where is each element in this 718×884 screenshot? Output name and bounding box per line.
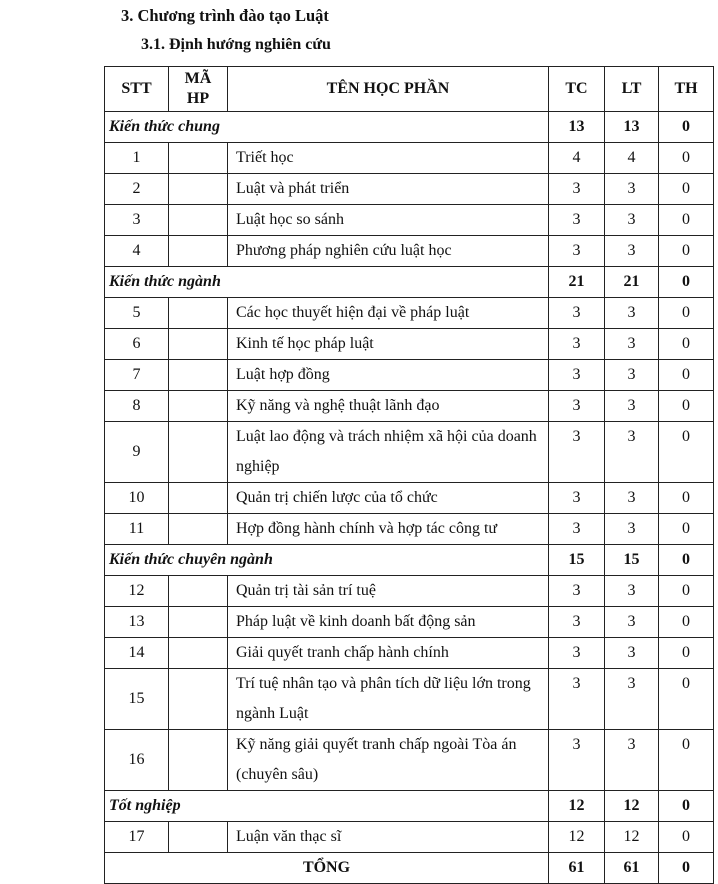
row-code [169,205,228,236]
row-code [169,576,228,607]
row-name: Luật hợp đồng [228,360,549,391]
row-code [169,730,228,791]
table-row [105,638,714,669]
group-tc: 13 [549,112,605,143]
row-tc: 3 [549,607,605,638]
group-th: 0 [659,112,714,143]
curriculum-table [104,66,714,884]
row-lt: 3 [605,669,659,730]
group-row [105,267,714,298]
row-name: Kỹ năng và nghệ thuật lãnh đạo [228,391,549,422]
row-code [169,822,228,853]
row-stt: 2 [105,174,169,205]
row-lt: 3 [605,236,659,267]
row-code [169,391,228,422]
row-th: 0 [659,391,714,422]
row-tc: 3 [549,730,605,791]
row-lt: 12 [605,822,659,853]
total-label: TỔNG [105,853,549,884]
col-header-lt: LT [605,67,659,112]
col-header-th: TH [659,67,714,112]
total-row [105,853,714,884]
row-th: 0 [659,607,714,638]
row-tc: 3 [549,174,605,205]
row-stt: 11 [105,514,169,545]
row-stt: 12 [105,576,169,607]
row-lt: 3 [605,576,659,607]
row-tc: 3 [549,422,605,483]
col-header-code-line2: HP [186,90,210,107]
table-row [105,483,714,514]
row-tc: 3 [549,514,605,545]
total-th: 0 [659,853,714,884]
group-lt: 12 [605,791,659,822]
row-tc: 3 [549,483,605,514]
row-code [169,174,228,205]
table-row [105,329,714,360]
row-tc: 3 [549,236,605,267]
row-th: 0 [659,422,714,483]
row-th: 0 [659,329,714,360]
row-th: 0 [659,236,714,267]
row-stt: 1 [105,143,169,174]
row-th: 0 [659,822,714,853]
row-tc: 3 [549,669,605,730]
row-th: 0 [659,483,714,514]
row-th: 0 [659,576,714,607]
row-stt: 6 [105,329,169,360]
table-row [105,422,714,483]
col-header-code [169,67,228,112]
total-tc: 61 [549,853,605,884]
col-header-name: TÊN HỌC PHẦN [228,67,549,112]
total-lt: 61 [605,853,659,884]
group-tc: 21 [549,267,605,298]
col-header-tc: TC [549,67,605,112]
row-lt: 3 [605,205,659,236]
row-th: 0 [659,205,714,236]
row-name: Kinh tế học pháp luật [228,329,549,360]
row-name: Pháp luật về kinh doanh bất động sản [228,607,549,638]
row-th: 0 [659,730,714,791]
row-name: Luận văn thạc sĩ [228,822,549,853]
table-row [105,174,714,205]
table-row [105,391,714,422]
group-th: 0 [659,267,714,298]
row-stt: 5 [105,298,169,329]
row-name: Luật lao động và trách nhiệm xã hội của doanh nghiệp [228,422,549,483]
table-row [105,360,714,391]
row-stt: 14 [105,638,169,669]
row-code [169,669,228,730]
row-code [169,143,228,174]
group-th: 0 [659,791,714,822]
row-lt: 3 [605,514,659,545]
table-body [105,112,714,853]
group-th: 0 [659,545,714,576]
row-lt: 3 [605,730,659,791]
row-th: 0 [659,360,714,391]
table-row [105,298,714,329]
row-lt: 3 [605,360,659,391]
col-header-stt: STT [105,67,169,112]
row-stt: 15 [105,669,169,730]
table-row [105,822,714,853]
group-row [105,112,714,143]
row-name: Luật và phát triển [228,174,549,205]
row-th: 0 [659,638,714,669]
row-stt: 3 [105,205,169,236]
row-code [169,360,228,391]
row-lt: 3 [605,483,659,514]
group-lt: 21 [605,267,659,298]
row-stt: 13 [105,607,169,638]
col-header-code-line1: MÃ [184,70,212,87]
row-stt: 8 [105,391,169,422]
table-row [105,205,714,236]
group-lt: 15 [605,545,659,576]
row-lt: 3 [605,638,659,669]
row-name: Giải quyết tranh chấp hành chính [228,638,549,669]
row-code [169,607,228,638]
row-name: Quản trị tài sản trí tuệ [228,576,549,607]
row-th: 0 [659,174,714,205]
section-heading: 3. Chương trình đào tạo Luật [121,6,329,25]
row-name: Quản trị chiến lược của tổ chức [228,483,549,514]
row-tc: 3 [549,638,605,669]
group-row [105,545,714,576]
row-lt: 3 [605,329,659,360]
row-lt: 3 [605,391,659,422]
row-name: Trí tuệ nhân tạo và phân tích dữ liệu lớn trong ngành Luật [228,669,549,730]
row-lt: 4 [605,143,659,174]
row-name: Kỹ năng giải quyết tranh chấp ngoài Tòa án (chuyên sâu) [228,730,549,791]
row-stt: 16 [105,730,169,791]
row-tc: 3 [549,298,605,329]
row-name: Luật học so sánh [228,205,549,236]
table-row [105,514,714,545]
row-code [169,236,228,267]
row-tc: 3 [549,391,605,422]
group-label: Kiến thức chuyên ngành [105,545,549,576]
table-row [105,236,714,267]
row-name: Các học thuyết hiện đại về pháp luật [228,298,549,329]
row-name: Phương pháp nghiên cứu luật học [228,236,549,267]
row-name: Triết học [228,143,549,174]
group-tc: 12 [549,791,605,822]
group-label: Tốt nghiệp [105,791,549,822]
row-tc: 12 [549,822,605,853]
row-code [169,483,228,514]
group-label: Kiến thức chung [105,112,549,143]
row-name: Hợp đồng hành chính và hợp tác công tư [228,514,549,545]
row-th: 0 [659,298,714,329]
subsection-heading: 3.1. Định hướng nghiên cứu [141,36,331,53]
table-row [105,669,714,730]
group-row [105,791,714,822]
row-tc: 3 [549,205,605,236]
row-code [169,298,228,329]
table-row [105,576,714,607]
row-lt: 3 [605,298,659,329]
row-lt: 3 [605,174,659,205]
group-label: Kiến thức ngành [105,267,549,298]
row-stt: 10 [105,483,169,514]
row-tc: 3 [549,576,605,607]
row-code [169,329,228,360]
row-code [169,422,228,483]
row-stt: 17 [105,822,169,853]
table-row [105,143,714,174]
row-lt: 3 [605,422,659,483]
row-stt: 7 [105,360,169,391]
table-row [105,607,714,638]
table-row [105,730,714,791]
row-stt: 9 [105,422,169,483]
row-lt: 3 [605,607,659,638]
row-code [169,638,228,669]
group-tc: 15 [549,545,605,576]
row-th: 0 [659,669,714,730]
table-header-row [105,67,714,112]
row-th: 0 [659,514,714,545]
row-tc: 3 [549,329,605,360]
row-tc: 3 [549,360,605,391]
row-th: 0 [659,143,714,174]
group-lt: 13 [605,112,659,143]
row-tc: 4 [549,143,605,174]
row-stt: 4 [105,236,169,267]
row-code [169,514,228,545]
